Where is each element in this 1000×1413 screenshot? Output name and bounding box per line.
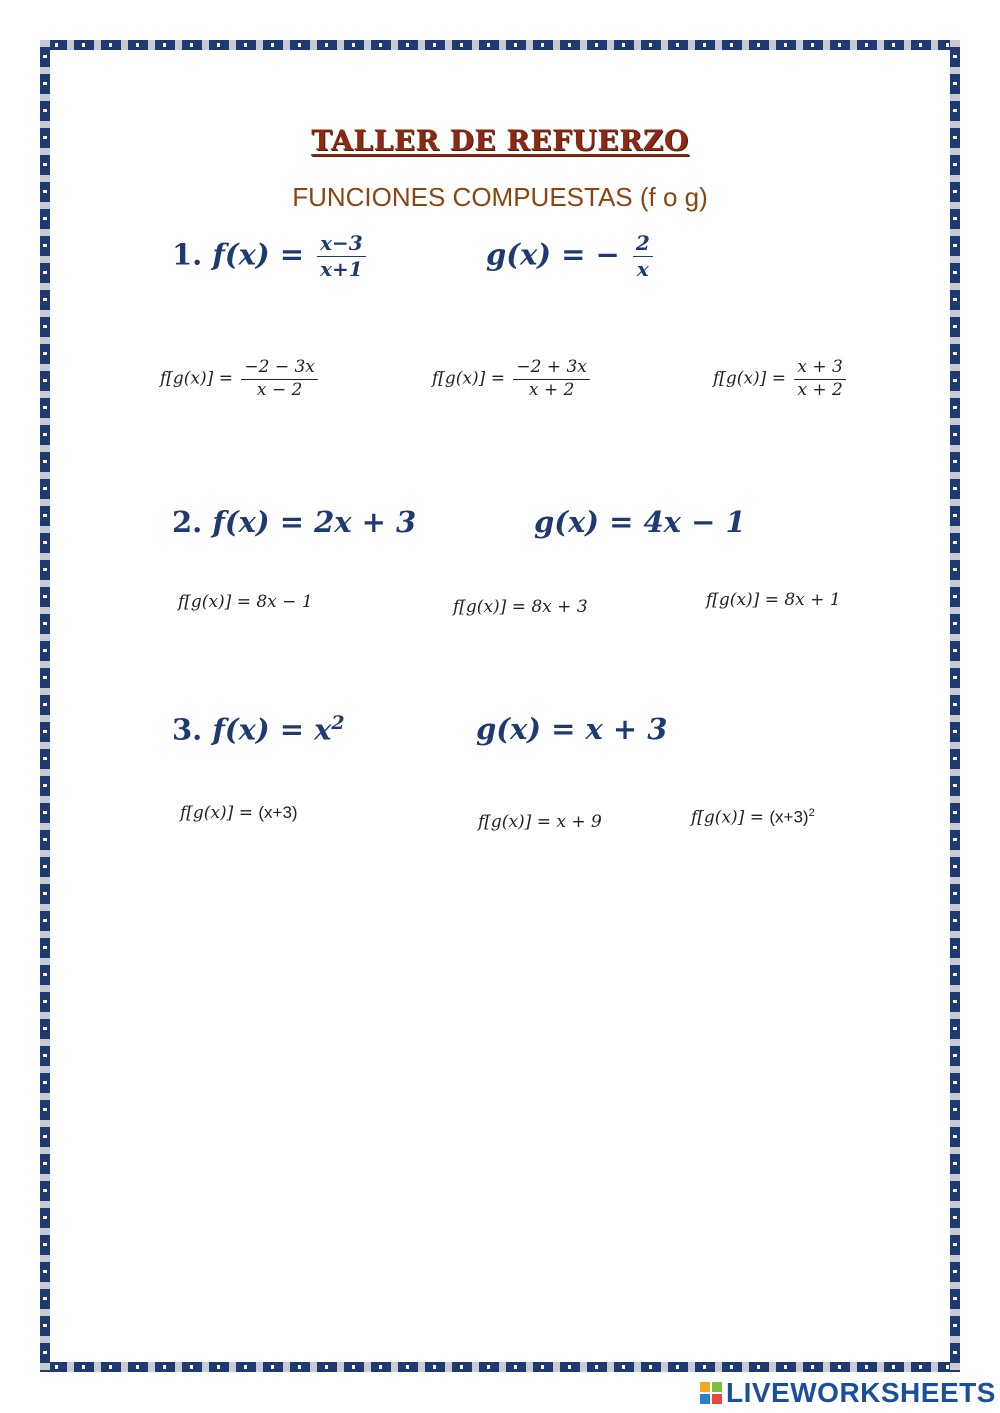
problem-1-option-c[interactable] xyxy=(713,358,849,400)
problem-1-f xyxy=(172,232,369,281)
option-denominator: x − 2 xyxy=(256,379,303,400)
problem-3-option-c[interactable] xyxy=(691,807,815,828)
problem-2-f xyxy=(172,505,416,539)
problem-2-g xyxy=(534,505,746,539)
option-lhs: f[g(x)] = xyxy=(691,807,764,828)
problem-3-f-lhs: f(x) = x xyxy=(212,712,332,747)
option-rhs: 8x + 3 xyxy=(531,597,588,617)
option-lhs: f[g(x)] = xyxy=(706,590,779,610)
problem-2-option-a[interactable] xyxy=(178,592,313,612)
option-fraction xyxy=(241,358,318,400)
option-rhs: x + 9 xyxy=(556,812,602,832)
option-exponent: 2 xyxy=(808,807,815,819)
problem-1-f-numerator: x−3 xyxy=(317,232,366,257)
option-rhs: 8x + 1 xyxy=(784,590,841,610)
option-numerator: −2 + 3x xyxy=(513,358,590,380)
problem-1-f-fraction xyxy=(317,232,366,281)
problem-1-g-numerator: 2 xyxy=(633,232,653,257)
problem-2-option-b[interactable] xyxy=(453,597,588,617)
frame-top-border xyxy=(40,40,960,50)
problem-3-option-b[interactable] xyxy=(478,812,602,832)
option-denominator: x + 2 xyxy=(528,379,575,400)
option-lhs: f[g(x)] = xyxy=(180,803,253,823)
problem-1-g-denominator: x xyxy=(636,257,649,281)
problem-1-g-lhs: g(x) = − xyxy=(486,237,620,272)
problem-1-option-a[interactable] xyxy=(160,358,321,400)
option-rhs: 8x − 1 xyxy=(256,592,313,612)
option-rhs: (x+3) xyxy=(769,807,809,827)
problem-1-g-fraction xyxy=(633,232,653,281)
problem-2-g-expr: g(x) = 4x − 1 xyxy=(534,505,746,539)
problem-1-g xyxy=(486,232,656,281)
option-lhs: f[g(x)] = xyxy=(453,597,526,617)
option-lhs: f[g(x)] = xyxy=(160,368,233,389)
liveworksheets-logo-icon xyxy=(700,1382,722,1404)
page-subtitle: FUNCIONES COMPUESTAS (f o g) xyxy=(292,182,708,212)
option-lhs: f[g(x)] = xyxy=(478,812,551,832)
problem-3-f xyxy=(172,712,345,747)
problem-1-f-denominator: x+1 xyxy=(320,257,363,281)
option-fraction xyxy=(513,358,590,400)
option-rhs: (x+3) xyxy=(258,803,298,822)
problem-3-g-expr: g(x) = x + 3 xyxy=(476,712,668,746)
problem-2-number: 2. xyxy=(172,505,203,539)
problem-3-g xyxy=(476,712,667,746)
frame-bottom-border xyxy=(40,1362,960,1372)
problem-3-number: 3. xyxy=(172,712,203,747)
option-lhs: f[g(x)] = xyxy=(713,368,786,389)
problem-1-number: 1. xyxy=(172,237,203,272)
option-fraction xyxy=(794,358,845,400)
problem-2-option-c[interactable] xyxy=(706,590,841,610)
problem-2-f-expr: f(x) = 2x + 3 xyxy=(212,505,417,539)
problem-1-f-lhs: f(x) = xyxy=(212,237,304,272)
frame-right-border xyxy=(950,40,960,1372)
page-title: TALLER DE REFUERZO xyxy=(311,124,689,157)
frame-left-border xyxy=(40,40,50,1372)
problem-3-f-exponent: 2 xyxy=(331,712,345,734)
problem-1-option-b[interactable] xyxy=(432,358,593,400)
option-lhs: f[g(x)] = xyxy=(432,368,505,389)
problem-3-option-a[interactable] xyxy=(180,803,298,823)
option-lhs: f[g(x)] = xyxy=(178,592,251,612)
option-denominator: x + 2 xyxy=(797,379,843,400)
liveworksheets-logo xyxy=(700,1376,996,1410)
brand-name: LIVEWORKSHEETS xyxy=(726,1377,996,1408)
option-numerator: x + 3 xyxy=(794,358,845,380)
option-numerator: −2 − 3x xyxy=(241,358,318,380)
